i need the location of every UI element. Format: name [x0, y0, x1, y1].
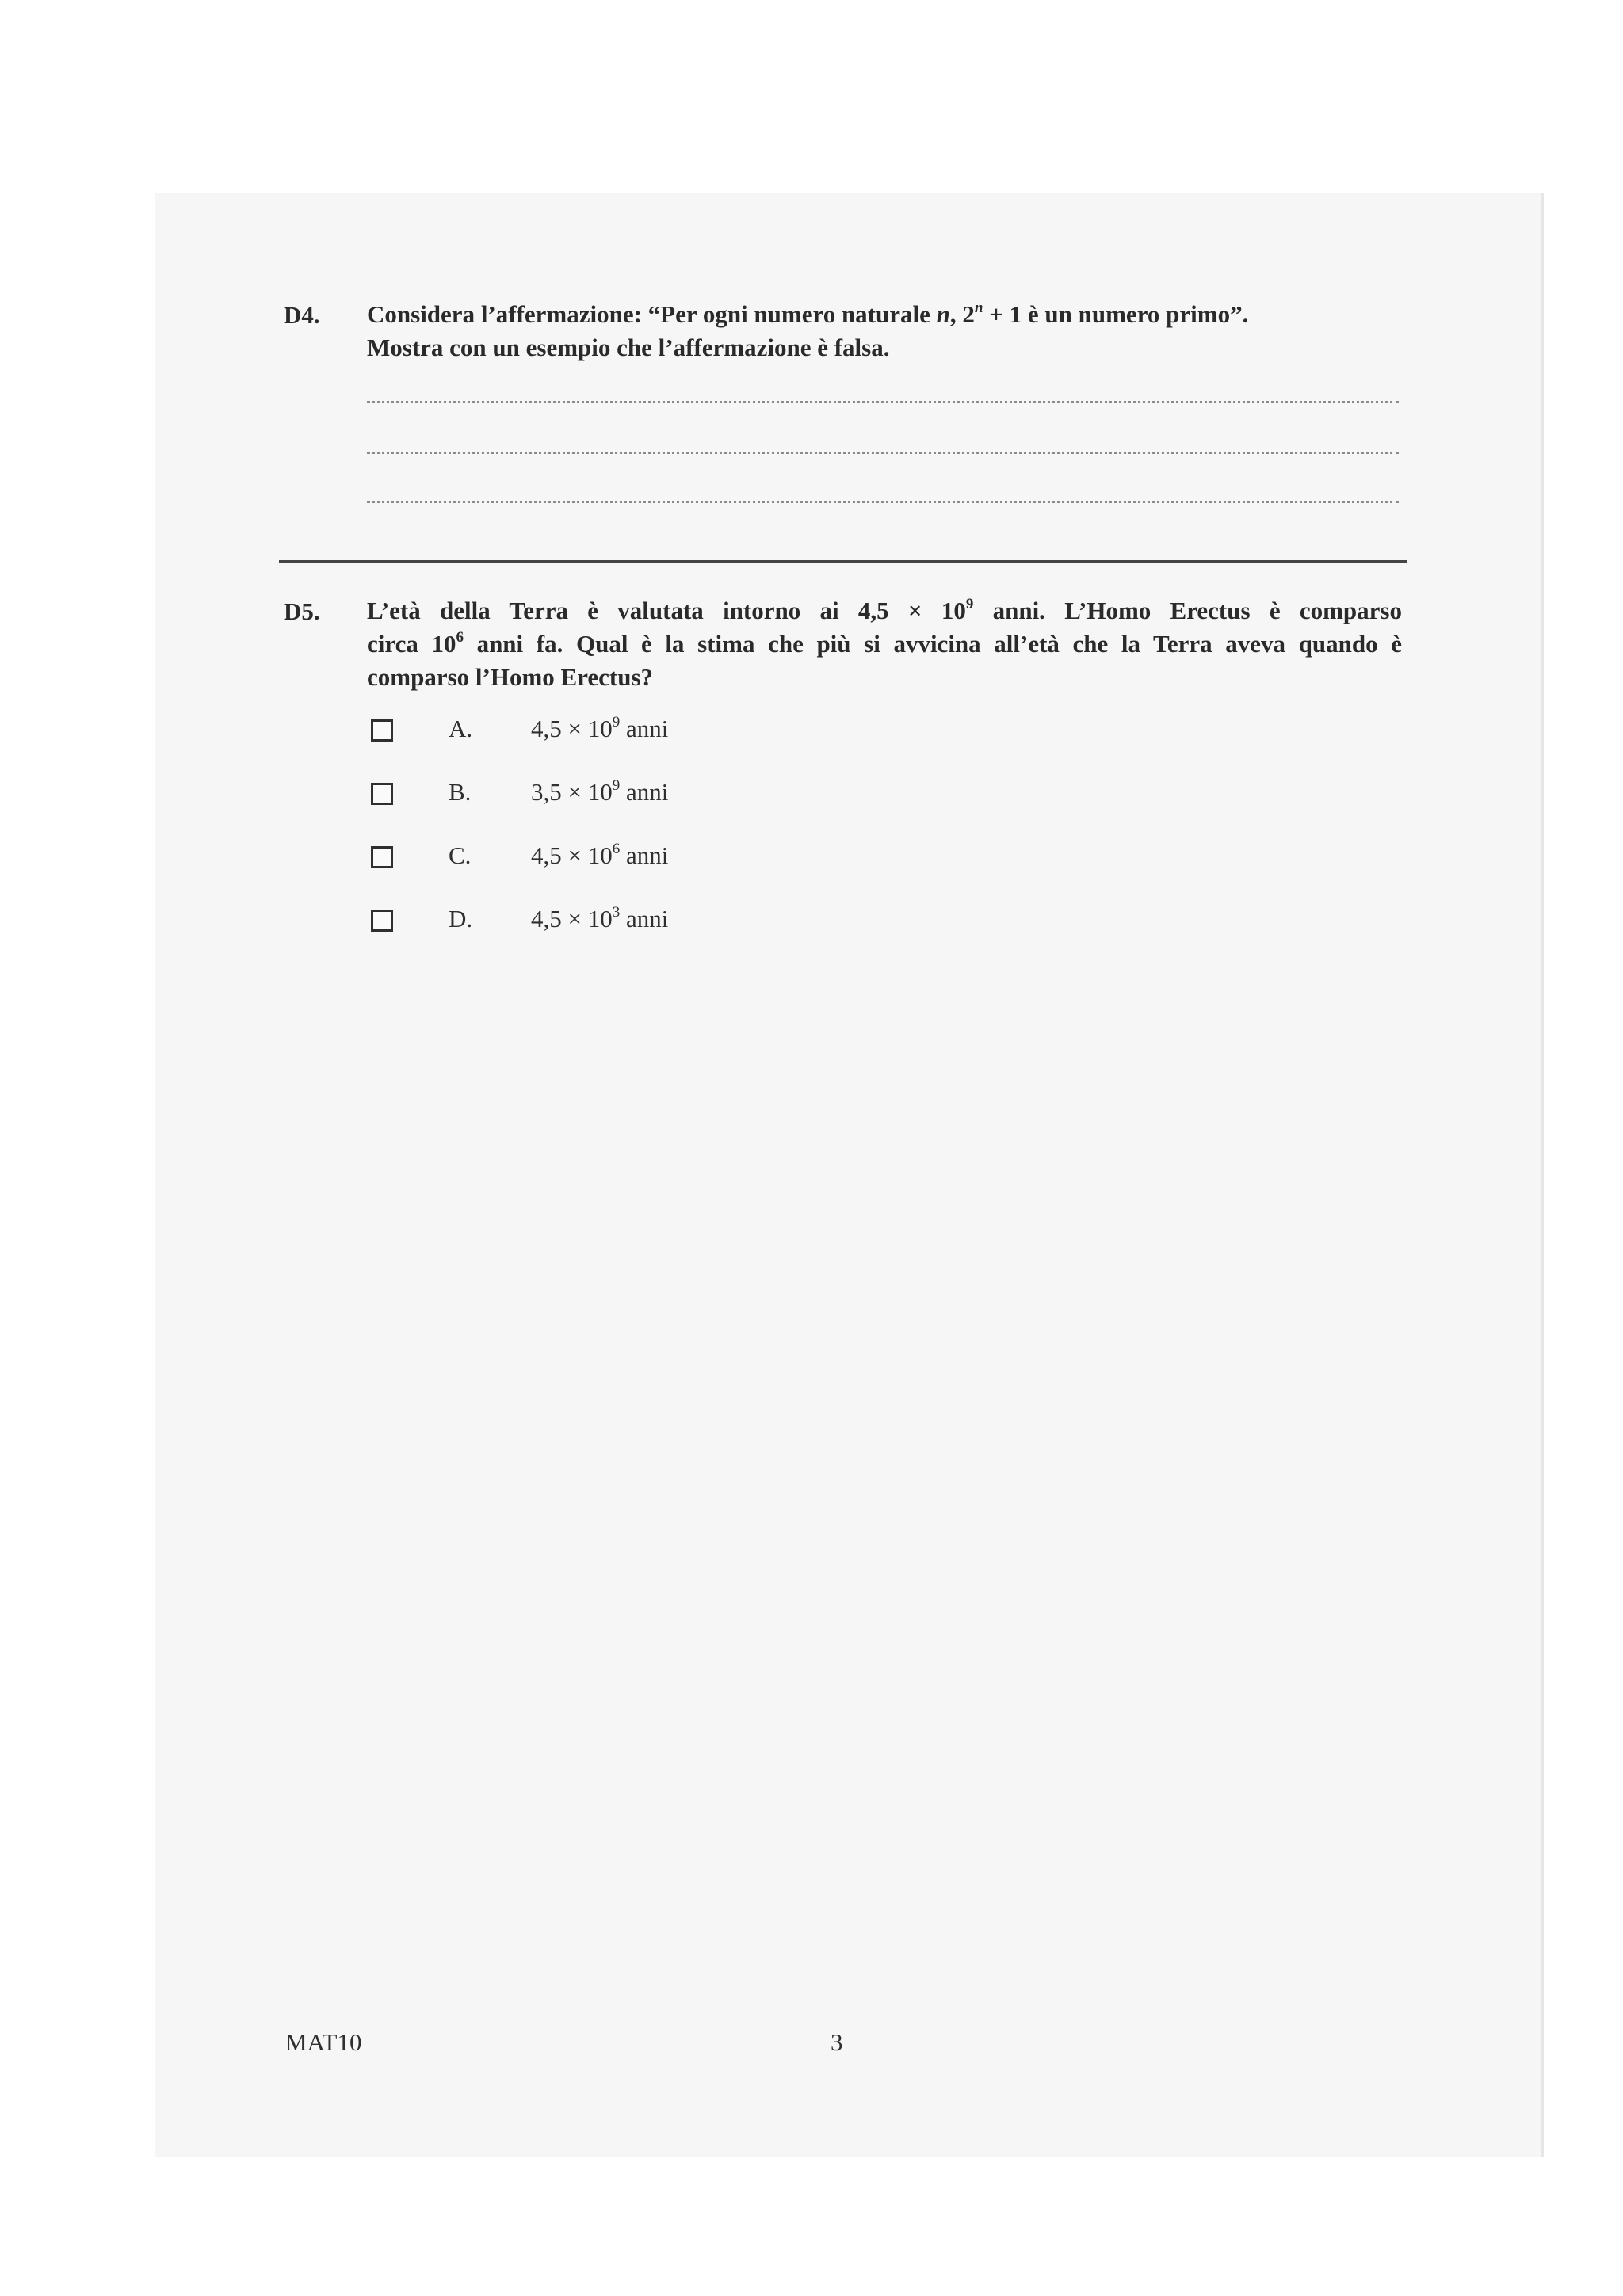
question-text-d5 — [367, 594, 1402, 694]
option-c-value: $4,5 \times 10^6$ anni — [531, 841, 669, 869]
option-b-value: $3,5 \times 10^9$ anni — [531, 777, 669, 806]
option-c-letter: C. — [449, 841, 472, 869]
exam-page — [155, 193, 1544, 2157]
question-d5-line-2: circa $10^6$ anni fa. Qual è la stima che più si avvicina all’età che la Terra aveva quando è — [367, 629, 1402, 658]
answer-line-1[interactable] — [367, 401, 1399, 403]
footer-document-code: MAT10 — [285, 2028, 362, 2056]
question-text-d4 — [367, 298, 1397, 364]
answer-line-3[interactable] — [367, 501, 1399, 503]
option-a-letter: A. — [449, 715, 473, 742]
option-a-value: $4,5 \times 10^9$ anni — [531, 714, 669, 742]
option-d-value: $4,5 \times 10^3$ anni — [531, 904, 669, 933]
question-d5-line-3: comparso l’Homo Erectus? — [367, 663, 654, 691]
option-d-letter: D. — [449, 905, 473, 933]
question-d5-line-1: L’età della Terra è valutata intorno ai $4,5 \times 10^9$ anni. L’Homo Erectus è comparso — [367, 596, 1402, 624]
question-d4-line-1: Considera l’affermazione: “Per ogni numero naturale n, $2^n + 1$ è un numero primo”. — [367, 299, 1249, 328]
question-number-d4: D4. — [284, 301, 320, 329]
checkbox-a[interactable] — [371, 719, 393, 742]
option-b-letter: B. — [449, 778, 472, 806]
question-d4-line-2: Mostra con un esempio che l’affermazione è falsa. — [367, 334, 890, 361]
answer-line-2[interactable] — [367, 452, 1399, 454]
question-number-d5: D5. — [284, 597, 320, 625]
checkbox-c[interactable] — [371, 846, 393, 868]
checkbox-b[interactable] — [371, 783, 393, 805]
checkbox-d[interactable] — [371, 910, 393, 932]
section-divider — [279, 560, 1407, 563]
footer-page-number: 3 — [831, 2028, 843, 2056]
